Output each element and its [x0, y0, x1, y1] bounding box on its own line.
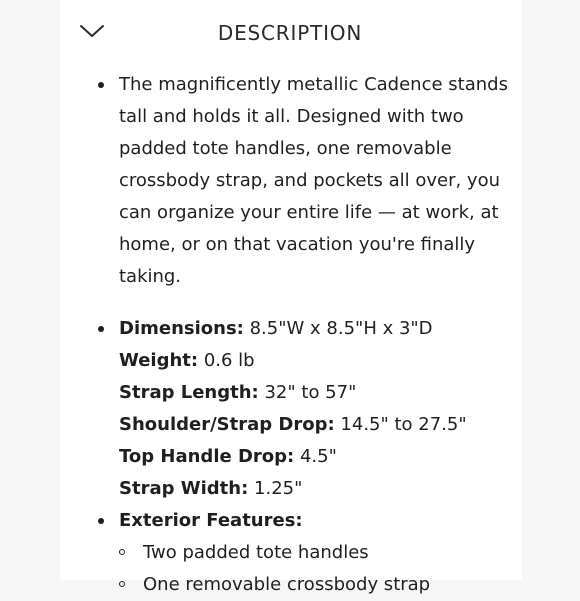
exterior-features-list [94, 537, 514, 601]
list-item-specs [94, 313, 514, 505]
intro-line: home, or on that vacation you're finally [119, 234, 476, 255]
description-header[interactable] [0, 0, 580, 62]
spec-strap-drop [119, 409, 514, 441]
spec-label: Top Handle Drop: [119, 446, 295, 467]
list-item [94, 537, 514, 569]
list-spacer [94, 293, 514, 313]
spec-value: 32" to 57" [264, 382, 357, 403]
spec-value: 1.25" [254, 478, 303, 499]
spec-label: Shoulder/Strap Drop: [119, 414, 335, 435]
spec-strap-length [119, 377, 514, 409]
bullet-circle [119, 581, 125, 587]
spec-label: Strap Length: [119, 382, 259, 403]
spec-strap-width [119, 473, 514, 505]
bullet-dot [98, 518, 104, 524]
intro-line: can organize your entire life — at work, at [119, 202, 499, 223]
list-item [94, 569, 514, 601]
list-item-intro [94, 69, 514, 293]
intro-line: crossbody strap, and pockets all over, you [119, 170, 500, 191]
description-content [94, 69, 514, 601]
exterior-label: Exterior Features: [119, 510, 303, 531]
intro-line: The magnificently metallic Cadence stands [119, 74, 508, 95]
intro-line: taking. [119, 266, 182, 287]
spec-value: 4.5" [299, 446, 337, 467]
spec-value: 8.5"W x 8.5"H x 3"D [249, 318, 433, 339]
bullet-dot [98, 326, 104, 332]
description-list [94, 69, 514, 537]
spec-weight [119, 345, 514, 377]
spec-value: 0.6 lb [203, 350, 255, 371]
spec-dimensions [119, 313, 514, 345]
intro-line: padded tote handles, one removable [119, 138, 452, 159]
spec-top-handle-drop [119, 441, 514, 473]
spec-label: Dimensions: [119, 318, 244, 339]
section-title: DESCRIPTION [217, 21, 363, 45]
bullet-circle [119, 549, 125, 555]
intro-line: tall and holds it all. Designed with two [119, 106, 464, 127]
spec-label: Weight: [119, 350, 199, 371]
bullet-dot [98, 82, 104, 88]
exterior-item: Two padded tote handles [143, 542, 369, 563]
spec-label: Strap Width: [119, 478, 249, 499]
exterior-item: One removable crossbody strap [143, 574, 431, 595]
list-item-exterior [94, 505, 514, 537]
spec-value: 14.5" to 27.5" [340, 414, 467, 435]
